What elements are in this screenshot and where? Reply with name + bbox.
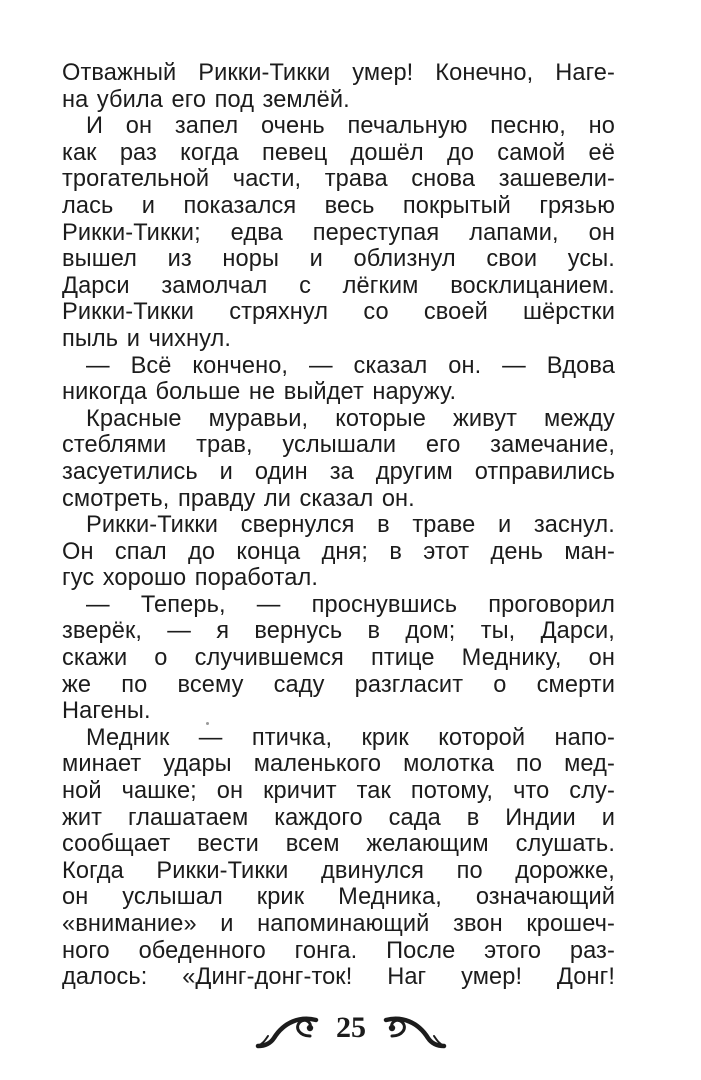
word: за [329, 458, 354, 485]
word: случившемся [194, 645, 344, 672]
word: стряхнул [229, 299, 329, 326]
word: сообщает [62, 831, 171, 858]
word: с [299, 272, 311, 299]
word: он [588, 219, 615, 246]
text-line [62, 751, 615, 778]
word: под [214, 86, 255, 113]
word: Наг [387, 964, 427, 991]
word: всем [285, 831, 340, 858]
word: один [254, 458, 308, 485]
word: восклицанием. [450, 272, 615, 299]
word: далось: [62, 964, 148, 991]
word: в [466, 804, 480, 831]
word: по [456, 857, 483, 884]
text-line [62, 725, 615, 752]
word: день [490, 538, 544, 565]
word: муравьи, [208, 405, 309, 432]
word: траве [412, 512, 476, 539]
text-line [62, 459, 615, 486]
word: по [516, 751, 543, 778]
word: до [188, 538, 216, 565]
word: Отважный [62, 60, 177, 86]
word: он [588, 645, 615, 672]
word: саду [273, 671, 325, 698]
word: ман- [564, 538, 615, 565]
word: песню, [490, 113, 566, 140]
word: Вдова [546, 352, 615, 379]
word: он. [448, 352, 482, 379]
word: он. [381, 485, 415, 512]
word: покрытый [402, 192, 511, 219]
word: до [446, 139, 475, 166]
word: свернулся [240, 512, 355, 539]
word: показался [183, 192, 297, 219]
word: раз [119, 139, 157, 166]
word: сада [388, 804, 441, 831]
word: мед- [564, 751, 615, 778]
word: жит [62, 804, 103, 831]
word: удары [163, 751, 232, 778]
word: печальную [347, 113, 468, 140]
word: молотка [403, 751, 495, 778]
text-line [62, 778, 615, 805]
word: Дарси, [540, 618, 615, 645]
word: Индии [505, 804, 576, 831]
word: Медник [86, 724, 170, 751]
text-line [62, 565, 615, 592]
word: конца [236, 538, 301, 565]
word: не [248, 379, 276, 406]
word: же [62, 671, 92, 698]
word: Медника, [338, 884, 442, 911]
word: проснувшись [311, 591, 458, 618]
word: ты, [480, 618, 516, 645]
word: И [86, 113, 104, 140]
word: После [386, 937, 456, 964]
word: но [588, 113, 615, 140]
text-line [62, 645, 615, 672]
word: ли [263, 485, 292, 512]
word: трогательной [62, 166, 210, 193]
word: — [256, 591, 281, 618]
text-line [62, 326, 615, 353]
word: трава [324, 166, 388, 193]
text-line [62, 140, 615, 167]
word: кричит [263, 778, 337, 805]
word: в [377, 512, 390, 539]
word: проговорил [488, 591, 615, 618]
word: запел [174, 113, 239, 140]
word: всему [177, 671, 244, 698]
word: усы. [567, 246, 615, 273]
word: Рикки-Тикки [62, 299, 195, 326]
text-line [62, 512, 615, 539]
word: снова [411, 166, 476, 193]
word: очень [260, 113, 325, 140]
word: и [220, 911, 234, 937]
text-line [62, 113, 615, 140]
word: отправились [474, 458, 615, 485]
word: замечание, [490, 432, 615, 459]
word: обеденного [138, 937, 266, 964]
word: его [425, 432, 461, 459]
word: её [588, 139, 615, 166]
word: Красные [86, 405, 182, 432]
word: зашевели- [498, 166, 615, 193]
word: которой [438, 724, 526, 751]
page-number: 25 [336, 1011, 366, 1044]
word: убила [96, 86, 163, 113]
word: Нагены. [62, 698, 151, 725]
word: он [125, 113, 153, 140]
word: живут [452, 405, 518, 432]
word: лась [62, 192, 114, 219]
word: сказал [353, 352, 428, 379]
word: сказал [299, 485, 374, 512]
word: гус [62, 565, 95, 592]
text-line [62, 246, 615, 273]
text-line [62, 805, 615, 832]
page-footer [0, 1006, 701, 1050]
word: норы [222, 246, 280, 273]
word: Рикки-Тикки [198, 60, 331, 86]
word: из [167, 246, 192, 273]
text-line [62, 60, 615, 87]
word: вернусь [254, 618, 343, 645]
word: весь [324, 192, 375, 219]
word: заснул. [533, 512, 615, 539]
word: другим [375, 458, 453, 485]
word: в [367, 618, 381, 645]
text-line [62, 592, 615, 619]
text-line [62, 539, 615, 566]
word: самой [497, 139, 566, 166]
text-line [62, 353, 615, 380]
word: Когда [62, 857, 124, 884]
word: услышали [282, 432, 397, 459]
word: лапами, [469, 219, 559, 246]
word: дошёл [350, 139, 424, 166]
text-line [62, 486, 615, 513]
word: — [502, 352, 526, 379]
word: крошеч- [526, 911, 615, 937]
text-line [62, 379, 615, 406]
word: птице [370, 645, 435, 672]
word: дня; [321, 538, 369, 565]
word: он [216, 778, 244, 805]
word: и [497, 512, 512, 539]
word: маленького [253, 751, 382, 778]
word: между [544, 405, 615, 432]
word: крик [256, 884, 305, 911]
word: «Динг-донг-ток! [182, 964, 353, 991]
text-line [62, 672, 615, 699]
word: и [126, 325, 140, 352]
word: Донг! [556, 964, 615, 991]
text-line [62, 831, 615, 858]
word: переступая [312, 219, 440, 246]
word: Конечно, [435, 60, 534, 86]
word: звон [453, 911, 503, 937]
text-line [62, 406, 615, 433]
text-line [62, 87, 615, 114]
text-line [62, 964, 615, 991]
text-line [62, 220, 615, 247]
word: этого [484, 937, 542, 964]
word: наружу. [372, 379, 457, 406]
text-line [62, 911, 615, 938]
word: — [167, 618, 191, 645]
word: о [154, 645, 168, 672]
word: землёй. [262, 86, 350, 113]
word: пыль [62, 325, 119, 352]
word: когда [180, 139, 239, 166]
word: Всё [130, 352, 172, 379]
word: напо- [554, 724, 615, 751]
word: напоминающий [257, 911, 430, 937]
word: глашатаем [127, 804, 249, 831]
word: со [363, 299, 389, 326]
word: и [601, 804, 615, 831]
text-line [62, 299, 615, 326]
word: Рикки-Тикки [86, 512, 219, 539]
word: гонга. [294, 937, 358, 964]
text-line [62, 938, 615, 965]
word: Дарси [62, 272, 130, 299]
word: кончено, [192, 352, 289, 379]
word: Он [62, 538, 94, 565]
word: больше [155, 379, 241, 406]
word: свои [486, 246, 538, 273]
word: и [309, 246, 323, 273]
word: правду [177, 485, 256, 512]
word: засуетились [62, 458, 198, 485]
word: хорошо [102, 565, 187, 592]
word: слушать. [515, 831, 615, 858]
word: Меднику, [461, 645, 562, 672]
body-text [62, 60, 615, 991]
word: грязью [539, 192, 615, 219]
word: в [389, 538, 403, 565]
word: его [171, 86, 207, 113]
word: трав, [196, 432, 253, 459]
word: выйдет [283, 379, 364, 406]
text-line [62, 858, 615, 885]
text-line [62, 166, 615, 193]
word: я [216, 618, 230, 645]
word: спал [114, 538, 167, 565]
word: вышел [62, 246, 138, 273]
word: облизнул [353, 246, 456, 273]
word: — [86, 591, 110, 618]
word: ной [62, 778, 102, 805]
print-speck [206, 722, 209, 725]
word: «внимание» [62, 911, 197, 937]
word: Наге- [555, 60, 615, 86]
word: дом; [405, 618, 456, 645]
word: крик [361, 724, 409, 751]
word: он [62, 884, 89, 911]
word: своей [423, 299, 488, 326]
word: шёрстки [523, 299, 615, 326]
word: желающим [366, 831, 489, 858]
word: вести [197, 831, 259, 858]
word: потому, [410, 778, 494, 805]
word: умер! [461, 964, 523, 991]
word: этот [423, 538, 470, 565]
word: зверёк, [62, 618, 143, 645]
word: никогда [62, 379, 148, 406]
word: смерти [536, 671, 615, 698]
word: двинулся [321, 857, 424, 884]
word: как [62, 139, 97, 166]
word: певец [262, 139, 328, 166]
word: — [198, 724, 223, 751]
word: — [86, 352, 110, 379]
word: чихнул. [148, 325, 232, 352]
word: на [62, 86, 89, 113]
word: Теперь, [140, 591, 226, 618]
word: раз- [569, 937, 615, 964]
word: птичка, [251, 724, 333, 751]
word: слу- [569, 778, 615, 805]
text-line [62, 698, 615, 725]
word: что [513, 778, 550, 805]
word: лёгким [342, 272, 419, 299]
word: дорожке, [515, 857, 615, 884]
word: и [219, 458, 233, 485]
word: и [141, 192, 156, 219]
text-line [62, 884, 615, 911]
word: поработал. [194, 565, 319, 592]
word: части, [232, 166, 302, 193]
word: каждого [274, 804, 363, 831]
word: так [356, 778, 391, 805]
word: Рикки-Тикки [156, 857, 289, 884]
word: разгласит [354, 671, 464, 698]
word: стеблями [62, 432, 167, 459]
word: о [493, 671, 507, 698]
word: — [308, 352, 333, 379]
word: услышал [122, 884, 223, 911]
word: чашке; [121, 778, 197, 805]
word: которые [335, 405, 426, 432]
text-line [62, 273, 615, 300]
word: смотреть, [62, 485, 170, 512]
word: умер! [352, 60, 414, 86]
text-line [62, 432, 615, 459]
word: означающий [475, 884, 615, 911]
text-line [62, 618, 615, 645]
word: замолчал [161, 272, 268, 299]
word: скажи [62, 645, 128, 672]
text-line [62, 193, 615, 220]
word: по [121, 671, 148, 698]
word: минает [62, 751, 142, 778]
word: Рикки-Тикки; [62, 219, 201, 246]
word: едва [230, 219, 283, 246]
word: ного [62, 937, 110, 964]
